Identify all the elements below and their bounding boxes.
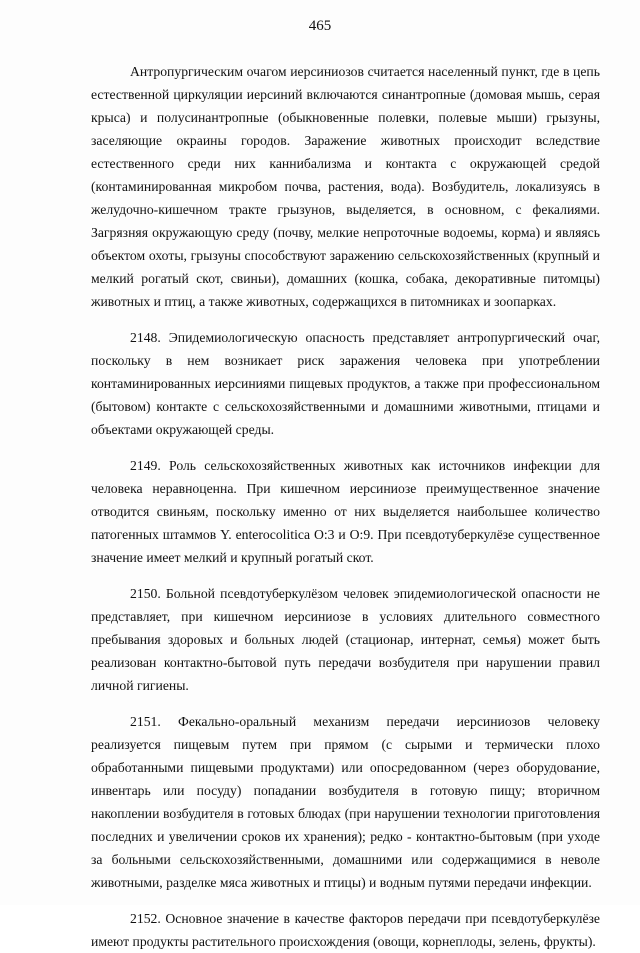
paragraph-2148: 2148. Эпидемиологическую опасность представляет антропургический очаг, поскольку в нем возникает риск заражения человека при употреблении контаминированных иерсиниями пищевых продуктов, а также при профессиональном (бытовом) контакте с сельскохозяйственными и домашними животными, птицами и объектами окружающей среды.: [91, 330, 600, 437]
body-text: [91, 60, 600, 953]
paragraph-2152: 2152. Основное значение в качестве факторов передачи при псевдотуберкулёзе имеют продукты растительного происхождения (овощи, корнеплоды, зелень, фрукты).: [91, 911, 600, 949]
paragraph-2150: 2150. Больной псевдотуберкулёзом человек эпидемиологической опасности не представляет, при кишечном иерсиниозе в условиях длительного совместного пребывания здоровых и больных людей (стационар, интернат, семья) может быть реализован контактно-бытовой путь передачи возбудителя при нарушении правил личной гигиены.: [91, 586, 600, 693]
paragraph-intro: Антропургическим очагом иерсиниозов считается населенный пункт, где в цепь естественной циркуляции иерсиний включаются синантропные (домовая мышь, серая крыса) и полусинантропные (обыкновенные полевки, полевые мыши) грызуны, заселяющие окраины городов. Заражение животных происходит вследствие естественного среди них каннибализма и контакта с окружающей средой (контаминированная микробом почва, растения, вода). Возбудитель, локализуясь в желудочно-кишечном тракте грызунов, выделяется, в основном, с фекалиями. Загрязняя окружающую среду (почву, мелкие непроточные водоемы, корма) и являясь объектом охоты, грызуны способствуют заражению сельскохозяйственных (крупный и мелкий рогатый скот, свиньи), домашних (кошка, собака, декоративные питомцы) животных и птиц, а также животных, содержащихся в питомниках и зоопарках.: [91, 64, 600, 309]
paragraph-2151: 2151. Фекально-оральный механизм передачи иерсиниозов человеку реализуется пищевым путем при прямом (с сырыми и термически плохо обработанными пищевыми продуктами) или опосредованном (через оборудование, инвентарь или посуду) попадании возбудителя в готовую пищу; вторичном накоплении возбудителя в готовых блюдах (при нарушении технологии приготовления последних и увеличении сроков их хранения); редко - контактно-бытовым (при уходе за больными сельскохозяйственными, домашними или содержащимися в неволе животными, разделке мяса животных и птицы) и водным путями передачи инфекции.: [91, 714, 600, 890]
paragraph-2149: 2149. Роль сельскохозяйственных животных как источников инфекции для человека неравноценна. При кишечном иерсиниозе преимущественное значение отводится свиньям, поскольку именно от них выделяется наибольшее количество патогенных штаммов Y. enterocolitica O:3 и O:9. При псевдотуберкулёзе существенное значение имеет мелкий и крупный рогатый скот.: [91, 458, 600, 565]
page-number: 465: [308, 18, 332, 34]
